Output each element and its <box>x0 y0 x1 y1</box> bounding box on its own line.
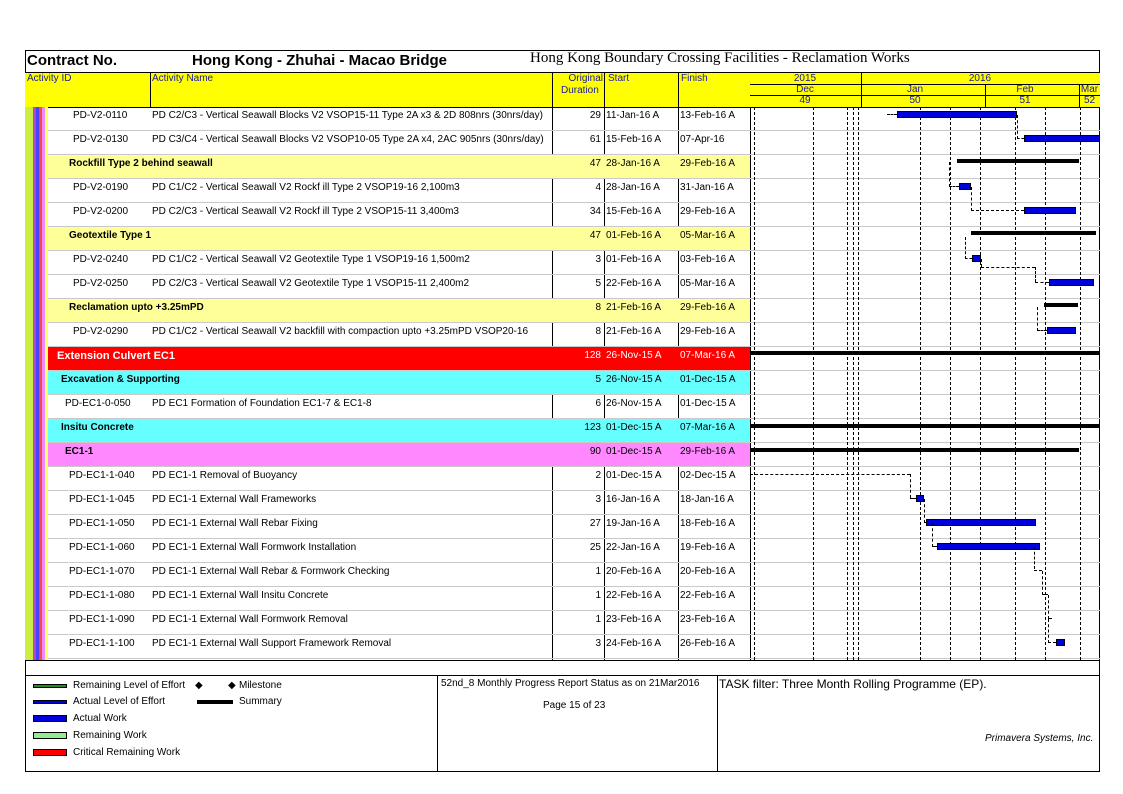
start-date: 21-Feb-16 A <box>606 326 662 337</box>
duration: 47 <box>589 158 601 169</box>
legend-swatch-actual-work <box>33 715 67 722</box>
start-date: 21-Feb-16 A <box>606 302 662 313</box>
duration: 61 <box>589 134 601 145</box>
week-49: 49 <box>799 95 811 106</box>
duration: 5 <box>595 278 601 289</box>
col-finish[interactable]: Finish <box>681 73 708 84</box>
start-date: 23-Feb-16 A <box>606 614 662 625</box>
legend-swatch-summary <box>197 700 233 704</box>
diamond-icon: ◆ <box>228 680 236 691</box>
legend-swatch-remaining-loe <box>33 684 67 688</box>
activity-name: PD EC1 Formation of Foundation EC1-7 & EC1-8 <box>152 398 372 409</box>
duration: 3 <box>595 254 601 265</box>
month-mar: Mar <box>1080 84 1099 95</box>
start-date: 15-Feb-16 A <box>606 206 662 217</box>
duration: 1 <box>595 614 601 625</box>
finish-date: 29-Feb-16 A <box>680 302 736 313</box>
year-2016: 2016 <box>968 73 992 84</box>
gantt-bar-PD-EC1-1-050 <box>926 519 1036 526</box>
finish-date: 07-Mar-16 A <box>680 422 736 433</box>
start-date: 01-Feb-16 A <box>606 254 662 265</box>
activity-name: PD C3/C4 - Vertical Seawall Blocks V2 VSOP10-05 Type 2A x4, 2AC 905nrs (30nrs/day) <box>152 134 544 145</box>
legend-critical-remaining: Critical Remaining Work <box>73 747 181 758</box>
legend-swatch-critical <box>33 749 67 756</box>
wbs-name: Insitu Concrete <box>61 422 134 433</box>
start-date: 26-Nov-15 A <box>606 350 662 361</box>
project-name: Hong Kong - Zhuhai - Macao Bridge <box>192 52 447 69</box>
week-52: 52 <box>1083 95 1096 106</box>
report-status: 52nd_8 Monthly Progress Report Status as on 21Mar2016 <box>441 678 700 689</box>
col-activity-id[interactable]: Activity ID <box>27 73 72 84</box>
wbs-name: Rockfill Type 2 behind seawall <box>69 158 213 169</box>
duration: 3 <box>595 494 601 505</box>
gantt-summary-ec1-1 <box>750 448 1079 452</box>
page-number: Page 15 of 23 <box>543 700 606 711</box>
start-date: 11-Jan-16 A <box>606 110 660 121</box>
col-start[interactable]: Start <box>608 73 630 84</box>
task-filter: TASK filter: Three Month Rolling Programme (EP). <box>719 677 987 691</box>
month-jan: Jan <box>906 84 924 95</box>
activity-id: PD-EC1-1-100 <box>69 638 135 649</box>
legend-remaining-work: Remaining Work <box>73 730 147 741</box>
finish-date: 07-Apr-16 <box>680 134 725 145</box>
start-date: 28-Jan-16 A <box>606 158 660 169</box>
start-date: 28-Jan-16 A <box>606 182 660 193</box>
table-bottom-line <box>25 660 1100 661</box>
duration: 27 <box>589 518 601 529</box>
wbs-name: Excavation & Supporting <box>61 374 180 385</box>
timescale-header <box>750 73 1100 108</box>
gantt-bar-PD-V2-0250 <box>1049 279 1094 286</box>
activity-name: PD C1/C2 - Vertical Seawall V2 Rockf ill Type 2 VSOP19-16 2,100m3 <box>152 182 460 193</box>
vendor-credit: Primavera Systems, Inc. <box>985 733 1094 744</box>
finish-date: 29-Feb-16 A <box>680 206 736 217</box>
activity-name: PD EC1-1 Removal of Buoyancy <box>152 470 298 481</box>
duration: 4 <box>595 182 601 193</box>
month-dec: Dec <box>796 84 814 95</box>
finish-date: 26-Feb-16 A <box>680 638 736 649</box>
finish-date: 29-Feb-16 A <box>680 326 736 337</box>
start-date: 22-Jan-16 A <box>606 542 660 553</box>
activity-id: PD-EC1-0-050 <box>65 398 131 409</box>
finish-date: 01-Dec-15 A <box>680 398 736 409</box>
wbs-name: Geotextile Type 1 <box>69 230 152 241</box>
finish-date: 22-Feb-16 A <box>680 590 736 601</box>
activity-id: PD-EC1-1-040 <box>69 470 135 481</box>
activity-name: PD EC1-1 External Wall Frameworks <box>152 494 317 505</box>
page-title: Hong Kong Boundary Crossing Facilities - Reclamation Works <box>530 50 910 66</box>
activity-id: PD-V2-0240 <box>73 254 129 265</box>
gantt-bar-PD-V2-0130 <box>1024 135 1100 142</box>
diamond-icon: ◆ <box>195 680 203 691</box>
gantt-bar-PD-EC1-1-060 <box>937 543 1040 550</box>
finish-date: 18-Jan-16 A <box>680 494 734 505</box>
start-date: 16-Jan-16 A <box>606 494 660 505</box>
activity-id: PD-V2-0130 <box>73 134 129 145</box>
start-date: 20-Feb-16 A <box>606 566 662 577</box>
finish-date: 05-Mar-16 A <box>680 230 736 241</box>
finish-date: 05-Mar-16 A <box>680 278 736 289</box>
activity-id: PD-EC1-1-090 <box>69 614 135 625</box>
finish-date: 02-Dec-15 A <box>680 470 736 481</box>
gantt-summary-reclamation <box>1044 303 1078 307</box>
finish-date: 03-Feb-16 A <box>680 254 736 265</box>
start-date: 26-Nov-15 A <box>606 374 662 385</box>
legend-milestone: Milestone <box>239 680 282 691</box>
activity-id: PD-EC1-1-045 <box>69 494 135 505</box>
gantt-summary-ec1 <box>750 351 1100 355</box>
footer-divider <box>717 675 718 772</box>
finish-date: 01-Dec-15 A <box>680 374 736 385</box>
gantt-bar-PD-EC1-1-100 <box>1056 639 1065 646</box>
duration: 90 <box>589 446 601 457</box>
legend-swatch-actual-loe <box>33 700 67 704</box>
gantt-bar-PD-V2-0190 <box>959 183 971 190</box>
activity-name: PD EC1-1 External Wall Support Framework Removal <box>152 638 392 649</box>
duration: 29 <box>589 110 601 121</box>
start-date: 19-Jan-16 A <box>606 518 660 529</box>
col-duration-line2[interactable]: Duration <box>561 85 599 96</box>
activity-id: PD-V2-0290 <box>73 326 129 337</box>
duration: 1 <box>595 590 601 601</box>
gantt-summary-rockfill <box>957 159 1079 163</box>
start-date: 01-Feb-16 A <box>606 230 662 241</box>
finish-date: 23-Feb-16 A <box>680 614 736 625</box>
duration: 6 <box>595 398 601 409</box>
duration: 1 <box>595 566 601 577</box>
finish-date: 31-Jan-16 A <box>680 182 734 193</box>
week-50: 50 <box>909 95 921 106</box>
legend-remaining-loe: Remaining Level of Effort <box>73 680 186 691</box>
activity-id: PD-V2-0190 <box>73 182 129 193</box>
col-divider <box>150 73 151 107</box>
activity-id: PD-EC1-1-080 <box>69 590 135 601</box>
activity-name: PD EC1-1 External Wall Formwork Installation <box>152 542 357 553</box>
start-date: 26-Nov-15 A <box>606 398 662 409</box>
legend-actual-work: Actual Work <box>73 713 127 724</box>
activity-name: PD C2/C3 - Vertical Seawall Blocks V2 VSOP15-11 Type 2A x3 & 2D 808nrs (30nrs/day) <box>152 110 543 121</box>
duration: 3 <box>595 638 601 649</box>
legend-swatch-remaining-work <box>33 732 67 739</box>
activity-name: PD C1/C2 - Vertical Seawall V2 Geotextile Type 1 VSOP19-16 1,500m2 <box>152 254 470 265</box>
activity-name: PD C2/C3 - Vertical Seawall V2 Rockf ill Type 2 VSOP15-11 3,400m3 <box>152 206 459 217</box>
footer-divider <box>437 675 438 772</box>
gantt-summary-insitu <box>750 424 1100 428</box>
legend-summary: Summary <box>239 696 282 707</box>
col-activity-name[interactable]: Activity Name <box>152 73 214 84</box>
finish-date: 13-Feb-16 A <box>680 110 736 121</box>
activity-id: PD-EC1-1-070 <box>69 566 135 577</box>
duration: 128 <box>584 350 601 361</box>
start-date: 01-Dec-15 A <box>606 422 662 433</box>
start-date: 15-Feb-16 A <box>606 134 662 145</box>
duration: 8 <box>595 302 601 313</box>
gantt-chart <box>750 107 1100 660</box>
activity-name: PD C1/C2 - Vertical Seawall V2 backfill with compaction upto +3.25mPD VSOP20-16 <box>152 326 529 337</box>
duration: 2 <box>595 470 601 481</box>
year-2015: 2015 <box>793 73 817 84</box>
activity-name: PD EC1-1 External Wall Rebar & Formwork Checking <box>152 566 390 577</box>
finish-date: 18-Feb-16 A <box>680 518 736 529</box>
week-51: 51 <box>1019 95 1031 106</box>
duration: 47 <box>589 230 601 241</box>
finish-date: 29-Feb-16 A <box>680 446 736 457</box>
wbs-name: Extension Culvert EC1 <box>57 350 175 362</box>
month-feb: Feb <box>1016 84 1034 95</box>
gantt-bar-PD-V2-0290 <box>1047 327 1076 334</box>
activity-name: PD EC1-1 External Wall Insitu Concrete <box>152 590 329 601</box>
finish-date: 07-Mar-16 A <box>680 350 736 361</box>
duration: 34 <box>589 206 601 217</box>
wbs-name: Reclamation upto +3.25mPD <box>69 302 204 313</box>
gantt-bar-PD-V2-0200 <box>1024 207 1076 214</box>
contract-label: Contract No. <box>27 52 117 69</box>
column-header <box>25 73 750 108</box>
activity-id: PD-EC1-1-060 <box>69 542 135 553</box>
legend-actual-loe: Actual Level of Effort <box>73 696 166 707</box>
wbs-name: EC1-1 <box>65 446 94 457</box>
activity-name: PD C2/C3 - Vertical Seawall V2 Geotextile Type 1 VSOP15-11 2,400m2 <box>152 278 470 289</box>
col-duration-line1[interactable]: Original <box>568 73 603 84</box>
activity-id: PD-V2-0110 <box>73 110 128 121</box>
duration: 5 <box>595 374 601 385</box>
activity-id: PD-V2-0250 <box>73 278 129 289</box>
activity-id: PD-EC1-1-050 <box>69 518 135 529</box>
start-date: 22-Feb-16 A <box>606 590 662 601</box>
duration: 8 <box>595 326 601 337</box>
duration: 123 <box>584 422 601 433</box>
duration: 25 <box>589 542 601 553</box>
gantt-bar-PD-EC1-1-045 <box>916 495 924 502</box>
start-date: 01-Dec-15 A <box>606 446 662 457</box>
wbs-level-bars <box>25 107 55 660</box>
activity-id: PD-V2-0200 <box>73 206 129 217</box>
activity-name: PD EC1-1 External Wall Formwork Removal <box>152 614 348 625</box>
finish-date: 20-Feb-16 A <box>680 566 736 577</box>
start-date: 24-Feb-16 A <box>606 638 662 649</box>
gantt-summary-geotextile <box>971 231 1096 235</box>
activity-name: PD EC1-1 External Wall Rebar Fixing <box>152 518 318 529</box>
footer-divider <box>25 675 1100 676</box>
gantt-bar-PD-V2-0110 <box>897 111 1017 118</box>
gantt-bar-PD-V2-0240 <box>972 255 981 262</box>
finish-date: 29-Feb-16 A <box>680 158 736 169</box>
finish-date: 19-Feb-16 A <box>680 542 736 553</box>
start-date: 22-Feb-16 A <box>606 278 662 289</box>
start-date: 01-Dec-15 A <box>606 470 662 481</box>
